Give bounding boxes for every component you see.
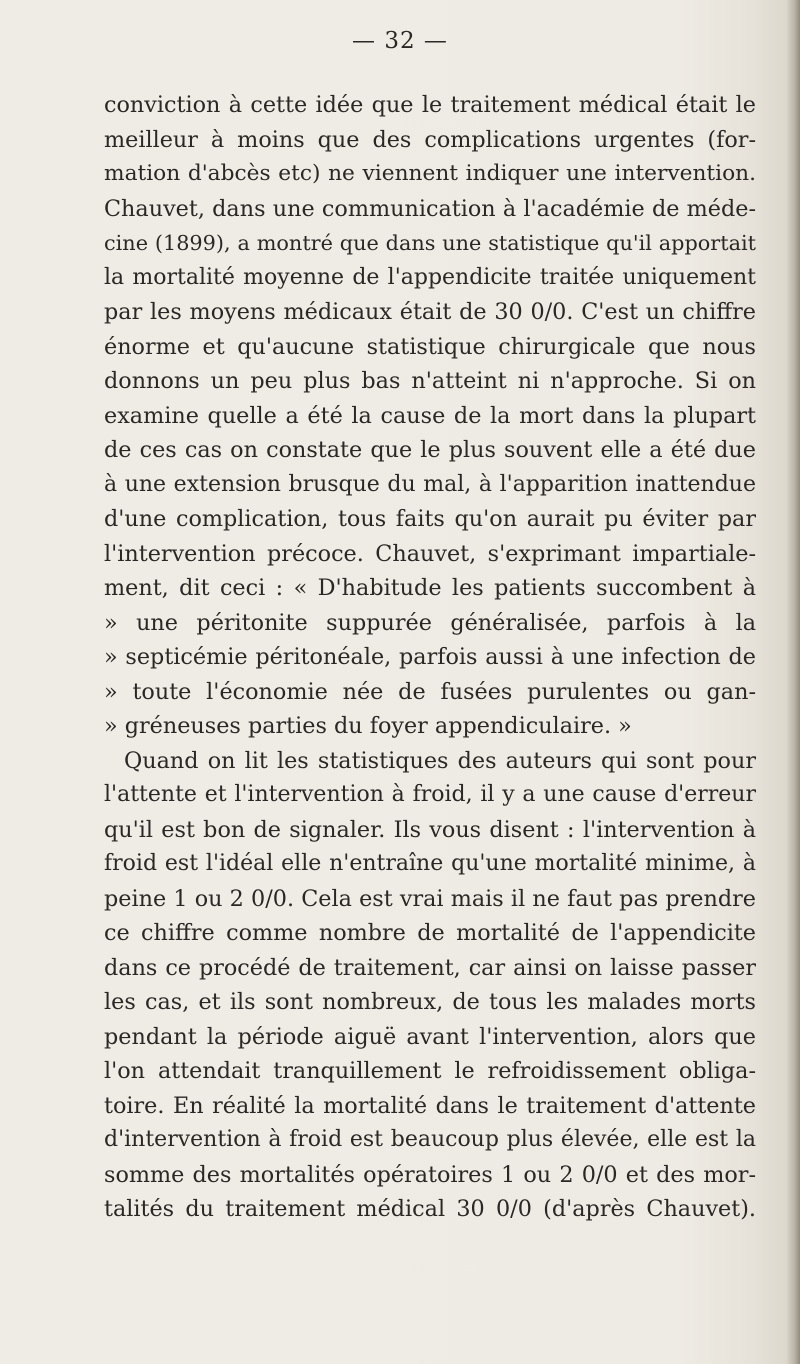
text-line: froid est l'idéal elle n'entraîne qu'une mortalité minime, à xyxy=(104,851,756,876)
text-line: » toute l'économie née de fusées purulentes ou gan- xyxy=(104,678,756,705)
text-line: peine 1 ou 2 0/0. Cela est vrai mais il ne faut pas prendre xyxy=(104,885,756,912)
text-line: » gréneuses parties du foyer appendiculaire. » xyxy=(104,713,632,739)
text-line: donnons un peu plus bas n'atteint ni n'approche. Si on xyxy=(104,368,756,394)
text-line: ce chiffre comme nombre de mortalité de l'appendicite xyxy=(104,920,756,946)
text-line: meilleur à moins que des complications urgentes (for- xyxy=(104,126,756,153)
text-line: pendant la période aiguë avant l'intervention, alors que xyxy=(104,1023,756,1050)
text-line: énorme et qu'aucune statistique chirurgicale que nous xyxy=(104,333,756,360)
body-text xyxy=(104,88,756,1227)
text-line: qu'il est bon de signaler. Ils vous disent : l'intervention à xyxy=(104,816,756,843)
text-line: l'intervention précoce. Chauvet, s'exprimant impartiale- xyxy=(104,540,756,567)
text-line: d'intervention à froid est beaucoup plus élevée, elle est la xyxy=(104,1127,756,1152)
text-line: cine (1899), a montré que dans une statistique qu'il apportait xyxy=(104,231,756,255)
text-line: l'attente et l'intervention à froid, il y a une cause d'erreur xyxy=(104,782,756,807)
text-line: mation d'abcès etc) ne viennent indiquer une intervention. xyxy=(104,161,756,186)
text-line: à une extension brusque du mal, à l'apparition inattendue xyxy=(104,471,756,497)
text-line: de ces cas on constate que le plus souvent elle a été due xyxy=(104,437,756,463)
text-line: l'on attendait tranquillement le refroidissement obliga- xyxy=(104,1058,756,1084)
text-line: somme des mortalités opératoires 1 ou 2 0/0 et des mor- xyxy=(104,1161,756,1188)
text-line: dans ce procédé de traitement, car ainsi on laisse passer xyxy=(104,954,756,981)
text-line: la mortalité moyenne de l'appendicite traitée uniquement xyxy=(104,264,756,290)
text-line: d'une complication, tous faits qu'on aurait pu éviter par xyxy=(104,506,756,532)
text-line: toire. En réalité la mortalité dans le traitement d'attente xyxy=(104,1092,756,1119)
text-line: Quand on lit les statistiques des auteurs qui sont pour xyxy=(124,747,756,774)
text-line: par les moyens médicaux était de 30 0/0. C'est un chiffre xyxy=(104,299,756,325)
text-line: conviction à cette idée que le traitement médical était le xyxy=(104,92,756,118)
page-number: — 32 — xyxy=(352,28,448,54)
text-line: » septicémie péritonéale, parfois aussi à une infection de xyxy=(104,644,756,670)
text-line: talités du traitement médical 30 0/0 (d'après Chauvet). xyxy=(104,1196,756,1222)
text-line: examine quelle a été la cause de la mort dans la plupart xyxy=(104,402,756,429)
page-edge-shadow xyxy=(786,0,800,1364)
text-line: ment, dit ceci : « D'habitude les patients succombent à xyxy=(104,575,756,601)
text-line: les cas, et ils sont nombreux, de tous les malades morts xyxy=(104,989,756,1015)
text-line: Chauvet, dans une communication à l'académie de méde- xyxy=(104,195,756,222)
text-line: » une péritonite suppurée généralisée, parfois à la xyxy=(104,609,756,636)
